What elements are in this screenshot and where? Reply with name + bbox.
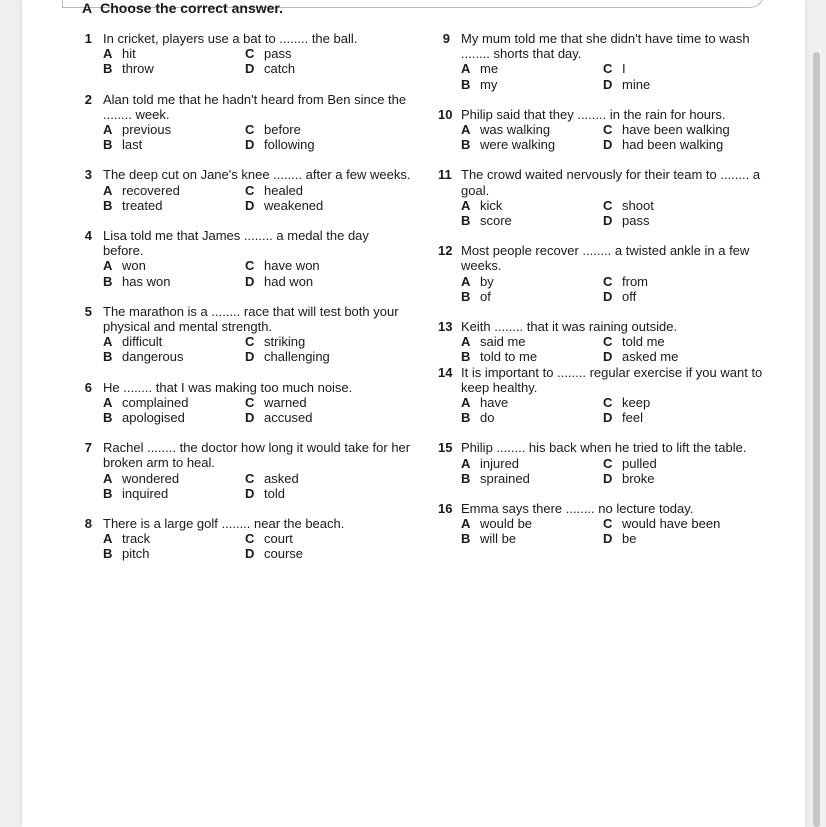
answer-option-a[interactable] <box>103 183 180 198</box>
option-letter: C <box>245 531 255 547</box>
option-text: before <box>264 122 301 137</box>
option-letter: D <box>245 349 255 365</box>
answer-options <box>461 198 770 228</box>
answer-option-c[interactable] <box>603 122 730 137</box>
question-text: In cricket, players use a bat to ........ the ball. <box>103 31 358 46</box>
answer-options <box>461 61 770 91</box>
answer-option-a[interactable] <box>461 198 502 213</box>
answer-options <box>461 274 770 304</box>
answer-option-d[interactable] <box>245 61 295 76</box>
option-text: pass <box>622 212 650 228</box>
option-text: pulled <box>622 455 657 471</box>
answer-options <box>103 395 412 425</box>
option-letter: A <box>461 273 471 289</box>
question-text: There is a large golf ........ near the beach. <box>103 515 345 531</box>
question-number: 4 <box>84 227 92 243</box>
option-letter: C <box>245 122 255 137</box>
option-text: last <box>122 137 143 153</box>
question-number: 6 <box>84 379 92 395</box>
option-letter: B <box>103 137 113 153</box>
answer-option-c[interactable] <box>603 61 626 76</box>
answer-option-a[interactable] <box>103 122 171 137</box>
option-letter: B <box>103 485 113 501</box>
option-text: recovered <box>122 182 180 198</box>
option-letter: C <box>603 122 613 137</box>
option-letter: B <box>461 76 471 92</box>
question-item <box>440 107 770 153</box>
option-letter: D <box>603 76 613 92</box>
option-text: pitch <box>122 546 150 562</box>
option-letter: B <box>103 273 113 289</box>
answer-options <box>461 516 770 546</box>
option-letter: A <box>461 61 471 77</box>
option-text: striking <box>264 334 306 350</box>
scrollbar[interactable] <box>813 52 820 827</box>
option-text: sprained <box>480 470 530 486</box>
option-text: difficult <box>122 334 163 350</box>
option-letter: C <box>603 394 613 410</box>
answer-option-a[interactable] <box>103 471 179 486</box>
answer-options <box>461 122 770 152</box>
option-text: of <box>480 288 491 304</box>
question-item <box>440 243 770 304</box>
option-letter: D <box>245 485 255 501</box>
option-letter: B <box>461 349 471 365</box>
option-text: will be <box>480 531 517 547</box>
answer-option-b[interactable] <box>103 486 168 501</box>
answer-option-d[interactable] <box>603 77 650 92</box>
question-number: 10 <box>438 106 453 122</box>
answer-option-d[interactable] <box>603 289 636 304</box>
option-text: wondered <box>122 470 180 486</box>
question-text: Philip said that they ........ in the rain for hours. <box>461 106 726 122</box>
option-letter: A <box>103 182 113 198</box>
option-text: have been walking <box>622 122 730 137</box>
option-text: dangerous <box>122 349 184 365</box>
option-text: I <box>622 61 626 77</box>
answer-option-c[interactable] <box>245 122 301 137</box>
option-letter: A <box>461 197 471 213</box>
answer-option-d[interactable] <box>603 349 678 364</box>
answer-options <box>103 531 412 561</box>
option-letter: B <box>461 288 471 304</box>
answer-option-d[interactable] <box>603 531 636 546</box>
question-item <box>82 167 412 213</box>
option-letter: B <box>461 212 471 228</box>
option-letter: A <box>103 122 113 137</box>
answer-option-c[interactable] <box>245 395 307 410</box>
option-text: have <box>480 394 509 410</box>
answer-option-a[interactable] <box>103 258 146 273</box>
question-text: He ........ that I was making too much noise. <box>103 379 353 395</box>
question-item <box>440 501 770 547</box>
option-letter: A <box>461 122 471 137</box>
option-letter: A <box>103 531 113 547</box>
option-text: feel <box>622 410 643 426</box>
answer-option-b[interactable] <box>461 349 537 364</box>
answer-option-b[interactable] <box>461 289 491 304</box>
option-letter: B <box>103 409 113 425</box>
option-text: had won <box>264 273 314 289</box>
option-text: keep <box>622 394 651 410</box>
option-text: told me <box>622 334 665 350</box>
question-item <box>440 440 770 486</box>
option-text: have won <box>264 258 320 274</box>
answer-option-a[interactable] <box>461 395 508 410</box>
section-letter: A <box>82 0 93 16</box>
option-letter: C <box>245 46 255 62</box>
answer-option-c[interactable] <box>245 531 293 546</box>
question-item <box>82 228 412 289</box>
option-letter: B <box>461 470 471 486</box>
answer-option-b[interactable] <box>103 137 142 152</box>
option-text: asked <box>264 470 299 486</box>
option-letter: B <box>461 137 471 153</box>
option-letter: A <box>461 455 471 471</box>
answer-option-b[interactable] <box>103 546 149 561</box>
option-letter: D <box>245 61 255 77</box>
question-number: 13 <box>438 318 453 334</box>
answer-option-a[interactable] <box>461 334 526 349</box>
option-text: inquired <box>122 485 169 501</box>
questions-column-right <box>440 31 770 547</box>
question-item <box>82 440 412 501</box>
answer-options <box>103 334 412 364</box>
option-text: do <box>480 410 495 426</box>
question-number: 12 <box>438 243 453 259</box>
question-number: 14 <box>438 364 453 380</box>
answer-option-b[interactable] <box>461 213 512 228</box>
answer-options <box>103 258 412 288</box>
option-letter: A <box>461 334 471 350</box>
option-letter: D <box>245 137 255 153</box>
option-letter: D <box>245 273 255 289</box>
answer-option-c[interactable] <box>603 456 657 471</box>
answer-option-c[interactable] <box>245 183 303 198</box>
option-letter: B <box>461 410 471 426</box>
answer-option-b[interactable] <box>461 531 516 546</box>
answer-option-a[interactable] <box>461 61 498 76</box>
option-letter: A <box>103 394 113 410</box>
option-letter: A <box>103 258 113 274</box>
question-text: Most people recover ........ a twisted ankle in a few weeks. <box>461 243 750 274</box>
question-text: The deep cut on Jane's knee ........ after a few weeks. <box>103 167 411 183</box>
option-letter: C <box>603 455 613 471</box>
option-text: apologised <box>122 409 185 425</box>
answer-option-d[interactable] <box>245 349 330 364</box>
question-number: 1 <box>84 31 92 46</box>
question-item <box>440 365 770 426</box>
option-text: court <box>264 531 293 547</box>
option-letter: A <box>103 46 113 62</box>
option-text: treated <box>122 197 163 213</box>
answer-options <box>461 456 770 486</box>
option-letter: A <box>103 470 113 486</box>
answer-option-c[interactable] <box>603 198 654 213</box>
option-text: broke <box>622 470 655 486</box>
answer-option-a[interactable] <box>461 456 519 471</box>
option-text: told to me <box>480 349 538 365</box>
answer-option-d[interactable] <box>245 486 285 501</box>
answer-option-d[interactable] <box>245 137 315 152</box>
question-number: 15 <box>438 440 453 456</box>
option-letter: D <box>603 410 613 426</box>
option-text: following <box>264 137 315 153</box>
question-number: 11 <box>438 167 452 183</box>
option-text: score <box>480 212 512 228</box>
option-text: mine <box>622 76 651 92</box>
question-item <box>82 92 412 153</box>
answer-option-a[interactable] <box>103 334 162 349</box>
option-letter: D <box>603 212 613 228</box>
option-letter: A <box>103 334 113 350</box>
answer-option-a[interactable] <box>461 274 494 289</box>
option-text: were walking <box>480 137 556 153</box>
option-text: has won <box>122 273 171 289</box>
answer-options <box>461 395 770 425</box>
answer-option-d[interactable] <box>603 471 655 486</box>
answer-option-b[interactable] <box>103 274 170 289</box>
answer-option-b[interactable] <box>461 410 494 425</box>
option-text: track <box>122 531 151 547</box>
option-text: from <box>622 273 648 289</box>
answer-option-a[interactable] <box>461 122 550 137</box>
answer-option-c[interactable] <box>603 516 720 531</box>
answer-option-d[interactable] <box>603 410 643 425</box>
option-text: weakened <box>264 197 324 213</box>
answer-option-c[interactable] <box>603 334 665 349</box>
option-letter: C <box>603 197 613 213</box>
question-text: Lisa told me that James ........ a medal the day before. <box>103 227 369 259</box>
option-letter: C <box>245 334 255 350</box>
section-header <box>82 0 283 16</box>
answer-option-b[interactable] <box>461 77 497 92</box>
option-letter: B <box>461 531 471 547</box>
answer-options <box>103 122 412 152</box>
question-text: Emma says there ........ no lecture today. <box>461 500 694 516</box>
option-letter: A <box>461 394 471 410</box>
question-number: 9 <box>442 31 450 46</box>
answer-option-a[interactable] <box>103 46 136 61</box>
answer-option-c[interactable] <box>245 46 291 61</box>
question-number: 16 <box>438 500 453 516</box>
option-letter: D <box>245 409 255 425</box>
option-letter: C <box>603 334 613 350</box>
option-letter: C <box>245 394 255 410</box>
option-text: would be <box>480 516 533 532</box>
option-text: off <box>622 288 637 304</box>
option-text: previous <box>122 122 172 137</box>
option-text: said me <box>480 334 526 350</box>
option-text: hit <box>122 46 136 62</box>
option-letter: C <box>245 182 255 198</box>
option-letter: B <box>103 546 113 562</box>
option-text: kick <box>480 197 503 213</box>
option-text: me <box>480 61 499 77</box>
option-letter: D <box>603 531 613 547</box>
question-item <box>82 304 412 365</box>
questions-column-left <box>82 31 412 562</box>
option-text: course <box>264 546 304 562</box>
answer-option-d[interactable] <box>245 546 303 561</box>
answer-option-b[interactable] <box>103 410 185 425</box>
question-text: My mum told me that she didn't have time to wash ........ shorts that day. <box>461 31 750 62</box>
option-text: injured <box>480 455 520 471</box>
option-letter: D <box>603 288 613 304</box>
answer-option-a[interactable] <box>103 395 189 410</box>
option-text: my <box>480 76 498 92</box>
answer-option-d[interactable] <box>603 137 723 152</box>
option-text: by <box>480 273 494 289</box>
question-item <box>82 31 412 77</box>
question-text: It is important to ........ regular exercise if you want to keep healthy. <box>461 364 763 395</box>
answer-option-c[interactable] <box>245 258 320 273</box>
answer-option-b[interactable] <box>103 349 183 364</box>
question-item <box>440 319 770 365</box>
option-text: warned <box>264 394 307 410</box>
question-text: Alan told me that he hadn't heard from Ben since the ........ week. <box>103 91 407 122</box>
answer-option-b[interactable] <box>461 471 530 486</box>
question-text: Rachel ........ the doctor how long it would take for her broken arm to heal. <box>103 440 411 471</box>
option-letter: D <box>603 470 613 486</box>
answer-options <box>103 471 412 501</box>
option-text: catch <box>264 61 296 77</box>
question-text: The crowd waited nervously for their team to ........ a goal. <box>461 167 761 198</box>
question-number: 7 <box>84 440 92 456</box>
option-text: pass <box>264 46 292 62</box>
option-text: shoot <box>622 197 654 213</box>
answer-options <box>103 183 412 213</box>
question-number: 5 <box>84 303 92 319</box>
option-letter: C <box>603 61 613 77</box>
answer-option-d[interactable] <box>245 274 313 289</box>
option-text: was walking <box>480 122 551 137</box>
question-number: 2 <box>84 91 92 107</box>
option-letter: B <box>103 349 113 365</box>
option-text: asked me <box>622 349 679 365</box>
option-text: complained <box>122 394 189 410</box>
option-text: be <box>622 531 637 547</box>
section-title: Choose the correct answer. <box>100 0 283 16</box>
answer-option-a[interactable] <box>461 516 532 531</box>
answer-option-d[interactable] <box>245 410 312 425</box>
answer-option-d[interactable] <box>603 213 649 228</box>
option-text: won <box>122 258 146 274</box>
answer-option-b[interactable] <box>103 61 154 76</box>
answer-option-b[interactable] <box>103 198 162 213</box>
question-number: 3 <box>84 167 92 183</box>
option-letter: A <box>461 516 471 532</box>
question-text: Keith ........ that it was raining outside. <box>461 318 678 334</box>
option-text: told <box>264 485 285 501</box>
question-item <box>82 380 412 426</box>
option-text: challenging <box>264 349 330 365</box>
question-text: Philip ........ his back when he tried to lift the table. <box>461 440 747 456</box>
option-text: throw <box>122 61 154 77</box>
question-item <box>440 31 770 92</box>
option-text: would have been <box>622 516 721 532</box>
question-item <box>82 516 412 562</box>
option-letter: D <box>603 137 613 153</box>
answer-option-a[interactable] <box>103 531 150 546</box>
answer-option-d[interactable] <box>245 198 323 213</box>
answer-option-c[interactable] <box>603 395 650 410</box>
answer-options <box>103 46 412 76</box>
option-letter: B <box>103 61 113 77</box>
option-letter: C <box>603 273 613 289</box>
question-item <box>440 167 770 228</box>
option-text: healed <box>264 182 304 198</box>
option-letter: B <box>103 197 113 213</box>
option-letter: C <box>245 470 255 486</box>
option-letter: D <box>245 197 255 213</box>
question-number: 8 <box>84 515 92 531</box>
answer-option-c[interactable] <box>603 274 648 289</box>
option-letter: C <box>245 258 255 274</box>
question-text: The marathon is a ........ race that will test both your physical and mental strength. <box>103 303 399 334</box>
option-letter: D <box>603 349 613 365</box>
option-text: accused <box>264 409 313 425</box>
option-text: had been walking <box>622 137 724 153</box>
answer-option-c[interactable] <box>245 471 299 486</box>
answer-options <box>461 334 770 364</box>
option-letter: C <box>603 516 613 532</box>
answer-option-b[interactable] <box>461 137 555 152</box>
answer-option-c[interactable] <box>245 334 305 349</box>
option-letter: D <box>245 546 255 562</box>
